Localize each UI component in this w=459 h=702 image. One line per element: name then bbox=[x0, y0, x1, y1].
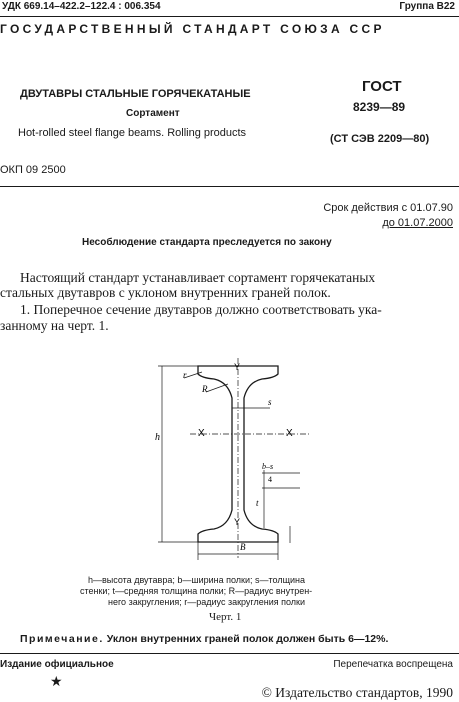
x-right-label: X bbox=[286, 428, 293, 439]
copyright: © Издательство стандартов, 1990 bbox=[261, 685, 453, 700]
legend-line-1: h—высота двутавра; b—ширина полки; s—толщина bbox=[88, 575, 305, 585]
R-label: R bbox=[202, 384, 208, 394]
y-top-label: Y bbox=[234, 362, 241, 372]
legend-line-2: стенки; t—средняя толщина полки; R—радиус внутрен- bbox=[80, 586, 313, 596]
note-text: Уклон внутренних граней полок должен быть 6—12%. bbox=[106, 633, 389, 645]
title-ru: ДВУТАВРЫ СТАЛЬНЫЕ ГОРЯЧЕКАТАНЫЕ bbox=[20, 88, 251, 100]
slope-label: b–s bbox=[262, 462, 274, 471]
b-label: B bbox=[240, 542, 246, 552]
intro-line-2: стальных двутавров с уклоном внутренних граней полок. bbox=[0, 285, 331, 300]
figure-caption: Черт. 1 bbox=[209, 611, 242, 623]
legend-line-3: него закругления; r—радиус закругления полки bbox=[108, 597, 306, 607]
subtitle-ru: Сортамент bbox=[126, 108, 180, 119]
h-label: h bbox=[155, 432, 160, 443]
validity-end: до 01.07.2000 bbox=[382, 217, 453, 229]
state-standard-heading: ГОСУДАРСТВЕННЫЙ СТАНДАРТ СОЮЗА ССР bbox=[0, 22, 385, 36]
udc-code: УДК 669.14–422.2–122.4 : 006.354 bbox=[2, 1, 161, 12]
legal-notice: Несоблюдение стандарта преследуется по закону bbox=[82, 237, 332, 248]
header-divider bbox=[0, 16, 459, 17]
title-divider bbox=[0, 186, 459, 187]
validity-start: Срок действия с 01.07.90 bbox=[323, 202, 453, 214]
note-label: Примечание. bbox=[20, 633, 104, 645]
note bbox=[20, 633, 388, 645]
intro-line-1: Настоящий стандарт устанавливает сортамент горячекатаных bbox=[20, 270, 376, 285]
para1-line-2: занному на черт. 1. bbox=[0, 318, 109, 333]
para1-line-1: 1. Поперечное сечение двутавров должно соответствовать ука- bbox=[20, 302, 382, 317]
star-icon: ★ bbox=[50, 675, 63, 690]
st-sev-number: (СТ СЭВ 2209—80) bbox=[330, 133, 430, 145]
okp-code: ОКП 09 2500 bbox=[0, 164, 66, 176]
y-bottom-label: Y bbox=[234, 517, 241, 527]
group-code: Группа В22 bbox=[399, 1, 455, 12]
s-label: s bbox=[268, 397, 272, 407]
x-left-label: X bbox=[198, 428, 205, 439]
t-label: t bbox=[256, 498, 259, 508]
footer-divider bbox=[0, 653, 459, 654]
official-edition: Издание официальное bbox=[0, 659, 114, 670]
r-label: r bbox=[183, 370, 187, 380]
gost-label: ГОСТ bbox=[362, 78, 402, 95]
gost-number: 8239—89 bbox=[353, 100, 406, 114]
i-beam-drawing bbox=[140, 358, 320, 568]
slope-sub-label: 4 bbox=[268, 475, 272, 484]
reprint-notice: Перепечатка воспрещена bbox=[333, 659, 453, 670]
title-en: Hot-rolled steel flange beams. Rolling products bbox=[18, 127, 247, 139]
